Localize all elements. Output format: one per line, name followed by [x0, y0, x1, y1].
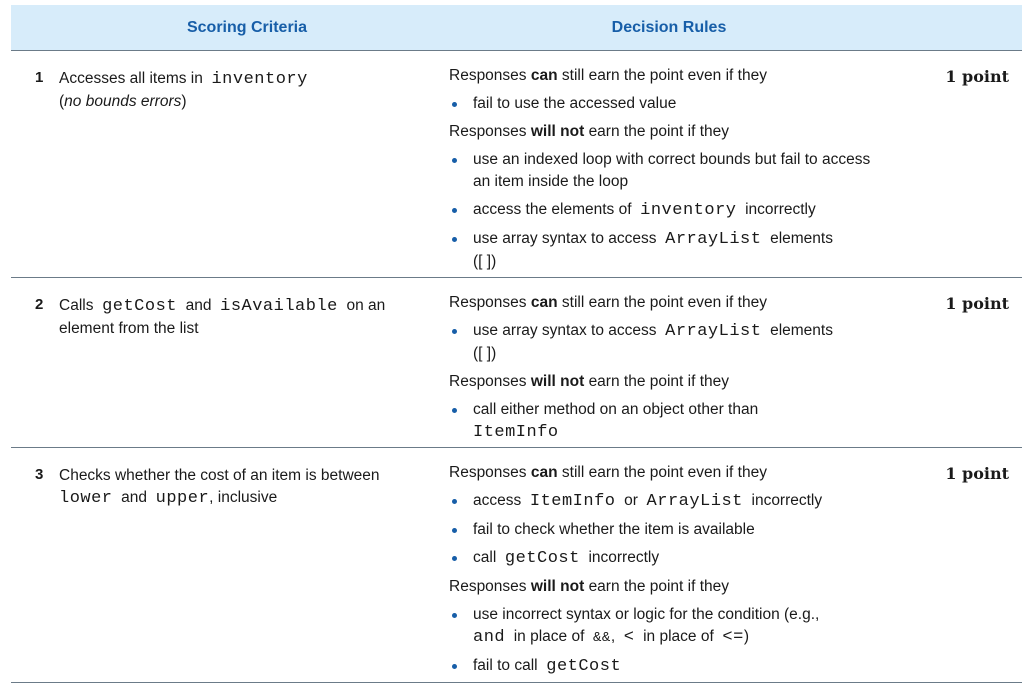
- list-item: fail to call getCost: [449, 655, 889, 678]
- list-item: call getCost incorrectly: [449, 547, 889, 570]
- points-badge: 1 point: [945, 464, 1009, 483]
- list-item: call either method on an object other than ItemInfo: [449, 399, 889, 444]
- points-badge: 1 point: [945, 67, 1009, 86]
- list-item: access the elements of inventory incorrectly: [449, 199, 889, 222]
- scoring-criterion: Accesses all items in inventory (no bounds errors): [59, 70, 308, 110]
- list-item: use array syntax to access ArrayList elements ([ ]): [449, 320, 889, 365]
- can-earn-lead: Responses can still earn the point even if they: [449, 464, 767, 481]
- points-badge: 1 point: [945, 294, 1009, 313]
- list-item: use an indexed loop with correct bounds but fail to access an item inside the loop: [449, 149, 889, 193]
- list-item: fail to use the accessed value: [449, 93, 889, 115]
- row-number: 2: [35, 296, 44, 313]
- decision-rules: [449, 292, 889, 450]
- list-item: use incorrect syntax or logic for the condition (e.g., and in place of &&, < in place of <=): [449, 604, 889, 649]
- will-not-earn-lead: Responses will not earn the point if they: [449, 578, 730, 595]
- list-item: use array syntax to access ArrayList elements ([ ]): [449, 228, 889, 273]
- table-row: [11, 448, 1022, 683]
- row-number: 1: [35, 69, 44, 86]
- will-not-earn-lead: Responses will not earn the point if they: [449, 373, 730, 390]
- header-decision-rules: Decision Rules: [611, 19, 727, 36]
- list-item: fail to check whether the item is available: [449, 519, 889, 541]
- table-row: [11, 51, 1022, 278]
- table-header: [11, 5, 1022, 51]
- table-row: [11, 278, 1022, 448]
- can-earn-lead: Responses can still earn the point even if they: [449, 294, 767, 311]
- row-number: 3: [35, 466, 44, 483]
- header-scoring-criteria: Scoring Criteria: [186, 19, 308, 36]
- list-item: access ItemInfo or ArrayList incorrectly: [449, 490, 889, 513]
- scoring-criterion: Checks whether the cost of an item is between lower and upper, inclusive: [59, 467, 380, 508]
- scoring-criterion: Calls getCost and isAvailable on an element from the list: [59, 297, 386, 337]
- decision-rules: [449, 462, 889, 684]
- can-earn-lead: Responses can still earn the point even if they: [449, 67, 767, 84]
- will-not-earn-lead: Responses will not earn the point if they: [449, 123, 730, 140]
- decision-rules: [449, 65, 889, 279]
